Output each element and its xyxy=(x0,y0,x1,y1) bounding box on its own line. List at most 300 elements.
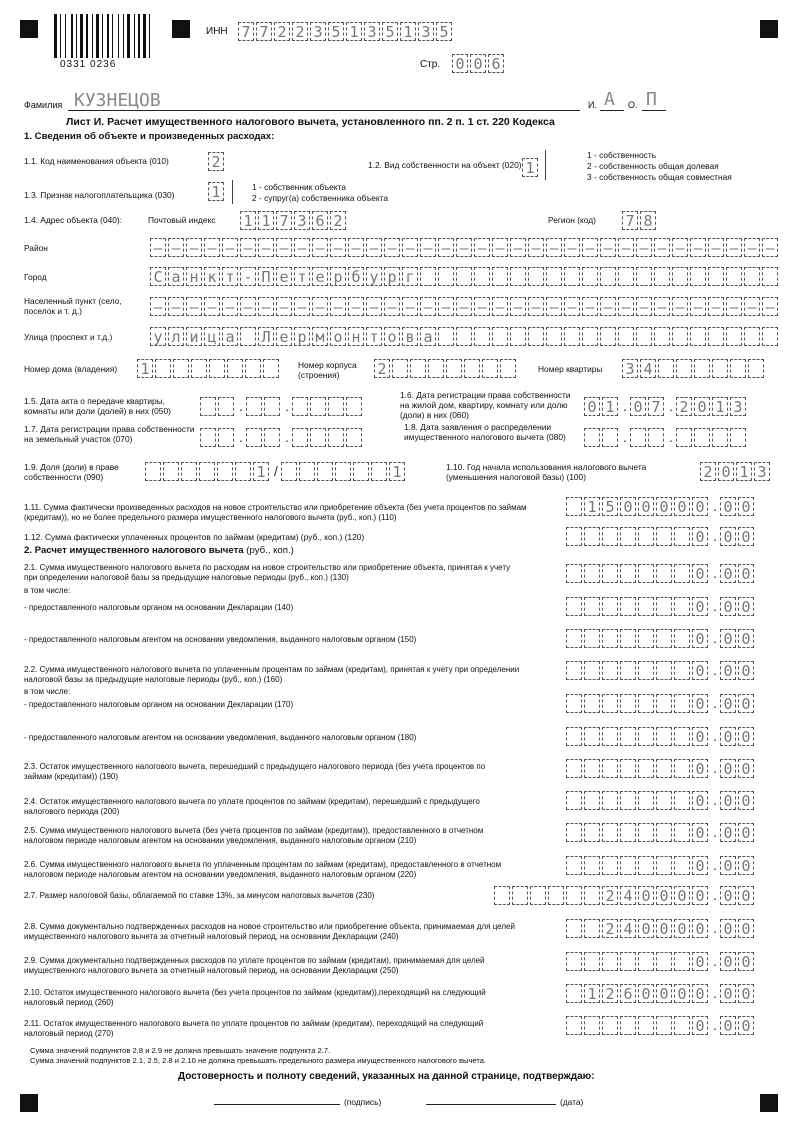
char-cell xyxy=(564,327,580,346)
section2-amount-field[interactable] xyxy=(566,597,756,616)
f111-label: 1.11. Сумма фактически произведенных расходов на новое строительство или приобретение объекта (без учета процентов по займам (кредитам)), но не более предельного размера имущественного налогового вычета (руб., коп.) (110) xyxy=(24,503,527,522)
f13-label: 1.3. Признак налогоплательщика (030) xyxy=(24,190,175,200)
date-separator: . xyxy=(239,398,243,414)
char-cell xyxy=(674,952,690,971)
f12-option-3: 3 - собственность общая совместная xyxy=(587,172,732,182)
char-cell xyxy=(566,791,582,810)
inn-field[interactable] xyxy=(238,22,454,41)
char-cell: 0 xyxy=(692,661,708,680)
char-cell: 0 xyxy=(738,497,754,516)
char-cell xyxy=(638,759,654,778)
char-cell xyxy=(163,462,179,481)
char-cell xyxy=(512,886,528,905)
f13-field[interactable] xyxy=(208,182,226,201)
decimal-point: . xyxy=(713,630,717,646)
char-cell xyxy=(566,597,582,616)
char-cell: 1 xyxy=(602,397,618,416)
char-cell: – xyxy=(672,238,688,257)
char-cell xyxy=(638,629,654,648)
barcode-bar xyxy=(54,14,57,58)
char-cell: 0 xyxy=(738,661,754,680)
char-cell: 1 xyxy=(736,462,752,481)
char-cell xyxy=(494,886,510,905)
f17-label: 1.7. Дата регистрации права собственности на земельный участок (070) xyxy=(24,424,195,444)
signature-line[interactable] xyxy=(214,1104,340,1105)
building-label: Номер корпуса (строения) xyxy=(298,360,357,380)
char-cell xyxy=(428,359,444,378)
char-cell xyxy=(638,1016,654,1035)
section2-amount-field[interactable] xyxy=(566,919,756,938)
char-cell xyxy=(218,428,234,447)
barcode-number: 0331 0236 xyxy=(60,59,117,70)
section2-row-label: - предоставленного налоговым органом на основании Декларации (170) xyxy=(24,700,294,709)
barcode-bar xyxy=(134,14,135,58)
char-cell: н xyxy=(348,327,364,346)
barcode-bar xyxy=(71,14,73,58)
char-cell xyxy=(676,428,692,447)
char-cell: – xyxy=(420,238,436,257)
char-cell: – xyxy=(762,297,778,316)
section2-amount-field[interactable] xyxy=(566,661,756,680)
section2-amount-field[interactable] xyxy=(566,759,756,778)
section2-row-label: - предоставленного налоговым органом на основании Декларации (140) xyxy=(24,603,294,612)
char-cell xyxy=(676,359,692,378)
char-cell xyxy=(602,791,618,810)
char-cell xyxy=(464,359,480,378)
char-cell: 4 xyxy=(620,919,636,938)
char-cell: 7 xyxy=(256,22,272,41)
char-cell xyxy=(528,267,544,286)
char-cell xyxy=(656,791,672,810)
char-cell xyxy=(674,823,690,842)
char-cell: – xyxy=(510,238,526,257)
char-cell xyxy=(618,327,634,346)
char-cell xyxy=(199,462,215,481)
decimal-point: . xyxy=(713,498,717,514)
char-cell xyxy=(602,661,618,680)
char-cell: 0 xyxy=(738,984,754,1003)
char-cell xyxy=(145,462,161,481)
char-cell: р xyxy=(384,267,400,286)
char-cell: 0 xyxy=(692,564,708,583)
barcode-bar xyxy=(80,14,83,58)
char-cell: 0 xyxy=(738,564,754,583)
char-cell xyxy=(748,359,764,378)
char-cell: – xyxy=(312,238,328,257)
char-cell: 0 xyxy=(738,727,754,746)
char-cell xyxy=(762,327,778,346)
char-cell xyxy=(584,1016,600,1035)
char-cell xyxy=(744,267,760,286)
char-cell: 0 xyxy=(692,1016,708,1035)
char-cell: 0 xyxy=(692,759,708,778)
char-cell xyxy=(656,823,672,842)
barcode-bar xyxy=(143,14,146,58)
char-cell: – xyxy=(186,238,202,257)
char-cell: 6 xyxy=(488,54,504,73)
date-separator: . xyxy=(669,429,673,445)
barcode-bar xyxy=(123,14,124,58)
f110-label: 1.10. Год начала использования налогового вычета (уменьшения налоговой базы) (100) xyxy=(446,462,647,482)
char-cell: 2 xyxy=(602,886,618,905)
char-cell xyxy=(620,694,636,713)
char-cell xyxy=(474,327,490,346)
barcode xyxy=(54,14,154,58)
decimal-point: . xyxy=(713,953,717,969)
date-line[interactable] xyxy=(426,1104,556,1105)
barcode-bar xyxy=(102,14,103,58)
section2-row-label: - предоставленного налоговым агентом на основании уведомления, выданного налоговым органом (150) xyxy=(24,635,417,644)
char-cell xyxy=(620,527,636,546)
char-cell: и xyxy=(186,327,202,346)
section2-amount-field[interactable] xyxy=(566,791,756,810)
char-cell: т xyxy=(222,267,238,286)
section2-amount-field[interactable] xyxy=(566,856,756,875)
registration-mark-top-left xyxy=(20,20,38,38)
char-cell: – xyxy=(510,297,526,316)
char-cell: 2 xyxy=(700,462,716,481)
char-cell xyxy=(584,428,600,447)
barcode-bar xyxy=(107,14,109,58)
decimal-point: . xyxy=(713,1017,717,1033)
section2-row-label: 2.8. Сумма документально подтвержденных расходов на новое строительство или приобретение объекта, принимаемая для целей имущественного налогового вычета за отчетный налоговый период, на основании Декларации (240) xyxy=(24,922,515,941)
char-cell xyxy=(246,397,262,416)
char-cell: 0 xyxy=(638,497,654,516)
char-cell xyxy=(656,856,672,875)
char-cell xyxy=(658,359,674,378)
date-label: (дата) xyxy=(560,1097,584,1107)
char-cell: – xyxy=(384,238,400,257)
char-cell: р xyxy=(294,327,310,346)
section2-title-suffix: (руб., коп.) xyxy=(243,545,294,556)
char-cell: 0 xyxy=(720,564,736,583)
section2-title xyxy=(24,546,294,556)
char-cell xyxy=(456,327,472,346)
f13-option-2: 2 - супруг(а) собственника объекта xyxy=(252,193,389,203)
char-cell xyxy=(218,397,234,416)
char-cell: 0 xyxy=(470,54,486,73)
house-label: Номер дома (владения) xyxy=(24,364,118,374)
char-cell: 1 xyxy=(584,984,600,1003)
f16-date-field[interactable] xyxy=(584,397,748,416)
char-cell: 1 xyxy=(258,211,274,230)
char-cell xyxy=(353,462,369,481)
char-cell xyxy=(636,327,652,346)
section2-amount-field[interactable] xyxy=(566,564,756,583)
date-separator: . xyxy=(669,398,673,414)
char-cell: ц xyxy=(204,327,220,346)
char-cell: 0 xyxy=(674,497,690,516)
f15-date-field[interactable] xyxy=(200,397,364,416)
char-cell: 3 xyxy=(364,22,380,41)
inn-label: ИНН xyxy=(206,26,228,37)
char-cell: 0 xyxy=(720,919,736,938)
char-cell: – xyxy=(474,297,490,316)
f112-label: 1.12. Сумма фактически уплаченных процентов по займам (кредитам) (руб., коп.) (120) xyxy=(24,532,365,542)
char-cell xyxy=(730,428,746,447)
char-cell: 3 xyxy=(310,22,326,41)
char-cell xyxy=(546,267,562,286)
char-cell xyxy=(446,359,462,378)
char-cell: 0 xyxy=(692,597,708,616)
char-cell: 0 xyxy=(720,727,736,746)
street-field[interactable] xyxy=(150,327,780,346)
char-cell xyxy=(674,661,690,680)
city-field[interactable] xyxy=(150,267,780,286)
char-cell xyxy=(620,1016,636,1035)
locality-field[interactable] xyxy=(150,297,780,316)
flat-field[interactable] xyxy=(622,359,766,378)
char-cell: С xyxy=(150,267,166,286)
section2-amount-field[interactable] xyxy=(566,629,756,648)
char-cell: 0 xyxy=(638,919,654,938)
char-cell: 2 xyxy=(602,919,618,938)
section2-amount-field[interactable] xyxy=(566,1016,756,1035)
char-cell xyxy=(310,397,326,416)
char-cell: 0 xyxy=(720,984,736,1003)
char-cell: – xyxy=(330,297,346,316)
char-cell xyxy=(584,564,600,583)
char-cell xyxy=(674,564,690,583)
barcode-bar xyxy=(96,14,99,58)
char-cell: 5 xyxy=(328,22,344,41)
char-cell xyxy=(672,267,688,286)
char-cell: 5 xyxy=(382,22,398,41)
barcode-bar xyxy=(112,14,113,58)
f11-label: 1.1. Код наименования объекта (010) xyxy=(24,156,169,166)
f12-field[interactable] xyxy=(522,158,540,177)
char-cell: – xyxy=(186,297,202,316)
char-cell xyxy=(584,661,600,680)
char-cell xyxy=(510,327,526,346)
char-cell xyxy=(566,856,582,875)
char-cell xyxy=(155,359,171,378)
char-cell xyxy=(584,694,600,713)
barcode-bar xyxy=(76,14,77,58)
registration-mark-bottom-right xyxy=(760,1094,778,1112)
char-cell: – xyxy=(294,297,310,316)
char-cell xyxy=(582,267,598,286)
char-cell: – xyxy=(348,297,364,316)
char-cell xyxy=(566,759,582,778)
char-cell: 0 xyxy=(738,856,754,875)
char-cell xyxy=(566,952,582,971)
char-cell: 0 xyxy=(738,629,754,648)
initial-i-value[interactable]: А xyxy=(604,89,615,110)
char-cell xyxy=(656,1016,672,1035)
char-cell: – xyxy=(240,238,256,257)
surname-value[interactable]: КУЗНЕЦОВ xyxy=(74,90,161,111)
flat-label: Номер квартиры xyxy=(538,364,603,374)
char-cell xyxy=(674,527,690,546)
char-cell xyxy=(726,327,742,346)
char-cell: – xyxy=(582,297,598,316)
char-cell xyxy=(654,327,670,346)
char-cell xyxy=(602,428,618,447)
char-cell xyxy=(264,397,280,416)
char-cell: 2 xyxy=(274,22,290,41)
registration-mark-top-right xyxy=(760,20,778,38)
char-cell: м xyxy=(312,327,328,346)
char-cell xyxy=(620,661,636,680)
char-cell: – xyxy=(582,238,598,257)
char-cell: – xyxy=(258,297,274,316)
char-cell xyxy=(191,359,207,378)
char-cell: 0 xyxy=(738,791,754,810)
section2-row-label: - предоставленного налоговым агентом на основании уведомления, выданного налоговым органом (180) xyxy=(24,733,417,742)
district-field[interactable] xyxy=(150,238,780,257)
char-cell xyxy=(245,359,261,378)
char-cell: – xyxy=(276,238,292,257)
f18-label: 1.8. Дата заявления о распределении имущественного налогового вычета (080) xyxy=(404,422,566,442)
char-cell: – xyxy=(672,297,688,316)
char-cell xyxy=(648,428,664,447)
postcode-field[interactable] xyxy=(240,211,348,230)
char-cell: г xyxy=(402,267,418,286)
section2-row-label: 2.9. Сумма документально подтвержденных расходов по уплате процентов по займам (кредитам), принимаемая для целей имущественного налогового вычета за отчетный налоговый период, на основании Декларации (250) xyxy=(24,956,485,975)
char-cell: 6 xyxy=(620,984,636,1003)
char-cell xyxy=(638,661,654,680)
char-cell xyxy=(584,919,600,938)
char-cell xyxy=(317,462,333,481)
char-cell xyxy=(584,759,600,778)
char-cell xyxy=(438,267,454,286)
char-cell: 0 xyxy=(674,919,690,938)
char-cell: 0 xyxy=(620,497,636,516)
section2-row-label: 2.3. Остаток имущественного налогового вычета, перешедший с предыдущего налогового периода (без учета процентов по займам (кредитам)) (190) xyxy=(24,762,486,781)
char-cell: 1 xyxy=(712,397,728,416)
char-cell xyxy=(694,359,710,378)
char-cell xyxy=(328,397,344,416)
char-cell xyxy=(566,694,582,713)
char-cell: 1 xyxy=(389,462,405,481)
f110-year-field[interactable] xyxy=(700,462,772,481)
char-cell: о xyxy=(384,327,400,346)
char-cell: 0 xyxy=(674,984,690,1003)
char-cell: 0 xyxy=(738,823,754,842)
char-cell: 2 xyxy=(330,211,346,230)
f11-field[interactable] xyxy=(208,152,226,171)
section2-row-label: 2.7. Размер налоговой базы, облагаемой по ставке 13%, за минусом налоговых вычетов (230) xyxy=(24,891,375,900)
char-cell xyxy=(566,1016,582,1035)
char-cell: – xyxy=(600,238,616,257)
char-cell: 5 xyxy=(602,497,618,516)
decimal-point: . xyxy=(713,824,717,840)
char-cell xyxy=(638,791,654,810)
house-field[interactable] xyxy=(137,359,281,378)
char-cell xyxy=(730,359,746,378)
section2-row-label: 2.6. Сумма имущественного налогового вычета по уплаченным процентам по займам (кредитам), предоставленного в отчетном налоговом периоде налоговым агентом на основании уведомления, выданного налоговым органом (220) xyxy=(24,860,502,879)
f111-amount-field[interactable] xyxy=(566,497,756,516)
f12-option-1: 1 - собственность xyxy=(587,150,657,160)
char-cell: 0 xyxy=(692,629,708,648)
section2-row-label: 2.11. Остаток имущественного налогового вычета по уплате процентов по займам (кредитам), переходящий на следующий налоговый период (270) xyxy=(24,1019,484,1038)
char-cell: 4 xyxy=(620,886,636,905)
char-cell: 1 xyxy=(240,211,256,230)
char-cell: 0 xyxy=(692,497,708,516)
char-cell xyxy=(656,661,672,680)
char-cell xyxy=(566,527,582,546)
char-cell xyxy=(584,952,600,971)
district-label: Район xyxy=(24,243,48,253)
page-label: Стр. xyxy=(420,59,441,70)
char-cell: 1 xyxy=(400,22,416,41)
barcode-bar xyxy=(86,14,88,58)
decimal-point: . xyxy=(713,662,717,678)
f17-date-field[interactable] xyxy=(200,428,364,447)
f112-amount-field[interactable] xyxy=(566,527,756,546)
char-cell xyxy=(620,727,636,746)
char-cell xyxy=(566,984,582,1003)
char-cell: – xyxy=(420,297,436,316)
char-cell xyxy=(602,527,618,546)
char-cell: 0 xyxy=(692,527,708,546)
char-cell: 7 xyxy=(276,211,292,230)
char-cell xyxy=(328,428,344,447)
char-cell xyxy=(674,629,690,648)
char-cell xyxy=(240,327,256,346)
char-cell: – xyxy=(726,297,742,316)
char-cell xyxy=(620,629,636,648)
initial-o-value[interactable]: П xyxy=(646,89,657,110)
section2-amount-field[interactable] xyxy=(566,727,756,746)
decimal-point: . xyxy=(713,792,717,808)
char-cell: а xyxy=(222,327,238,346)
char-cell: б xyxy=(348,267,364,286)
char-cell: - xyxy=(240,267,256,286)
char-cell: – xyxy=(366,297,382,316)
char-cell xyxy=(656,564,672,583)
sheet-title: Лист И. Расчет имущественного налогового вычета, установленного пп. 2 п. 1 ст. 220 Кодекса xyxy=(66,116,555,128)
char-cell: 0 xyxy=(584,397,600,416)
char-cell: 7 xyxy=(648,397,664,416)
char-cell: – xyxy=(222,297,238,316)
char-cell: 0 xyxy=(694,397,710,416)
f18-date-field[interactable] xyxy=(584,428,748,447)
region-field[interactable] xyxy=(622,211,658,230)
char-cell xyxy=(564,267,580,286)
char-cell: 0 xyxy=(720,856,736,875)
char-cell: 0 xyxy=(692,952,708,971)
building-field[interactable] xyxy=(374,359,518,378)
date-separator: . xyxy=(623,398,627,414)
char-cell: 0 xyxy=(692,984,708,1003)
char-cell xyxy=(712,428,728,447)
char-cell xyxy=(566,497,582,516)
char-cell: 0 xyxy=(720,952,736,971)
f19-label: 1.9. Доля (доли) в праве собственности (090) xyxy=(24,462,119,482)
page-field[interactable] xyxy=(452,54,506,73)
char-cell: – xyxy=(546,238,562,257)
section2-amount-field[interactable] xyxy=(494,886,756,905)
char-cell xyxy=(630,428,646,447)
char-cell: – xyxy=(258,238,274,257)
char-cell xyxy=(566,823,582,842)
char-cell xyxy=(638,823,654,842)
f19-share-field[interactable] xyxy=(145,462,407,481)
section2-amount-field[interactable] xyxy=(566,984,756,1003)
char-cell: 0 xyxy=(674,886,690,905)
char-cell xyxy=(566,661,582,680)
section2-amount-field[interactable] xyxy=(566,823,756,842)
char-cell: 0 xyxy=(720,694,736,713)
section2-amount-field[interactable] xyxy=(566,952,756,971)
section2-amount-field[interactable] xyxy=(566,694,756,713)
char-cell: 0 xyxy=(656,497,672,516)
in-that-number-label: в том числе: xyxy=(24,687,71,696)
barcode-bar xyxy=(127,14,130,58)
char-cell: 0 xyxy=(738,694,754,713)
